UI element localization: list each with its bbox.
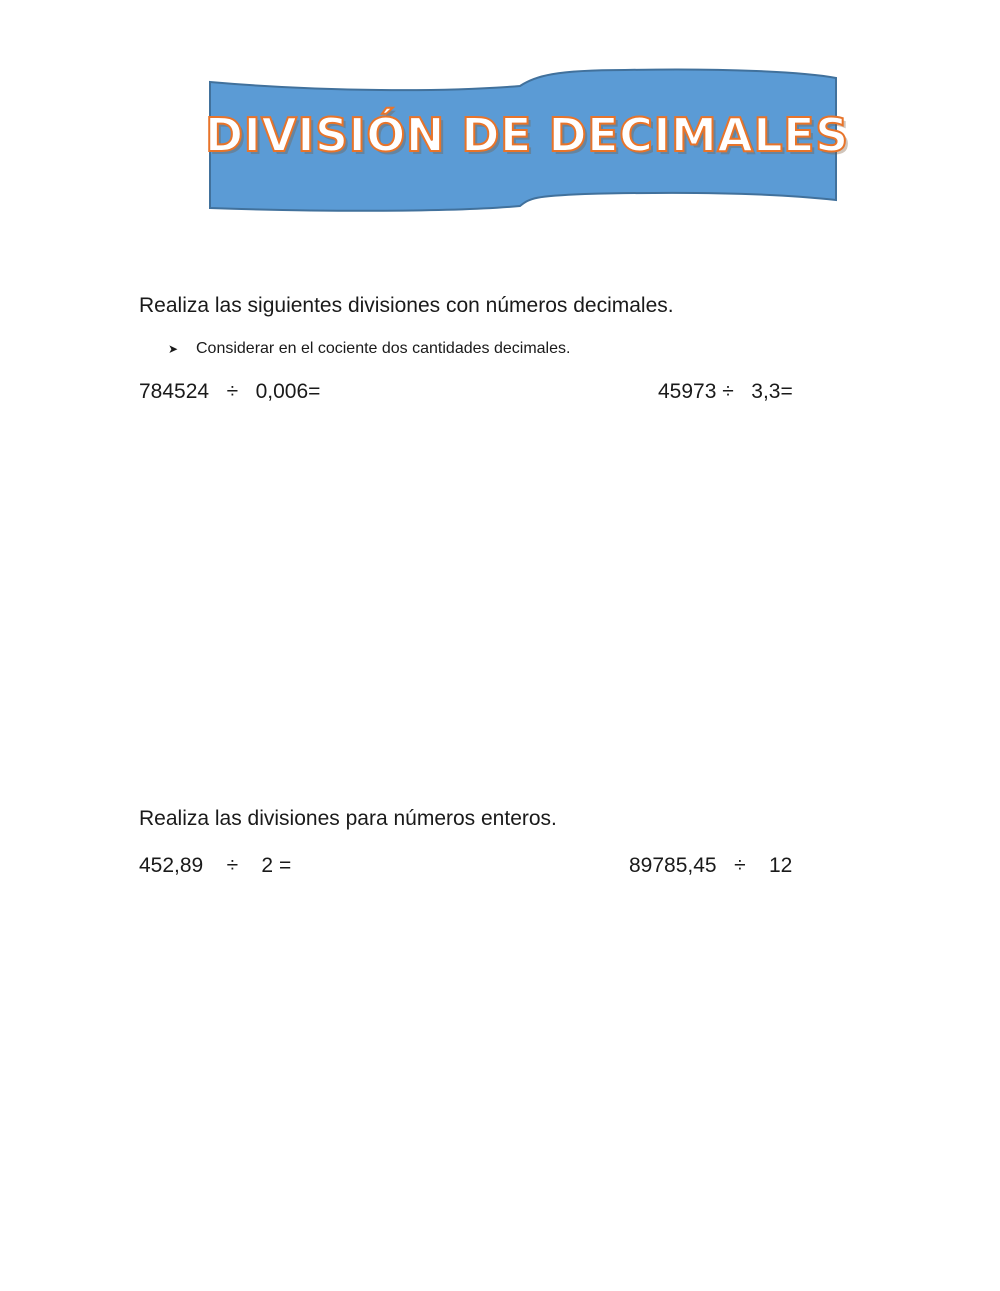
exercise-3: 452,89 ÷ 2 = <box>139 854 292 877</box>
title-banner <box>205 66 849 214</box>
page-title: DIVISIÓN DE DECIMALES <box>205 108 849 162</box>
section2-instruction: Realiza las divisiones para números enteros. <box>139 807 557 830</box>
exercise-4: 89785,45 ÷ 12 <box>629 854 793 877</box>
section1-instruction: Realiza las siguientes divisiones con números decimales. <box>139 294 674 317</box>
bullet-text: Considerar en el cociente dos cantidades decimales. <box>196 340 571 357</box>
exercise-2: 45973 ÷ 3,3= <box>658 380 793 403</box>
exercise-1: 784524 ÷ 0,006= <box>139 380 321 403</box>
arrow-bullet-icon: ➤ <box>168 342 179 356</box>
bullet-item <box>168 340 570 358</box>
